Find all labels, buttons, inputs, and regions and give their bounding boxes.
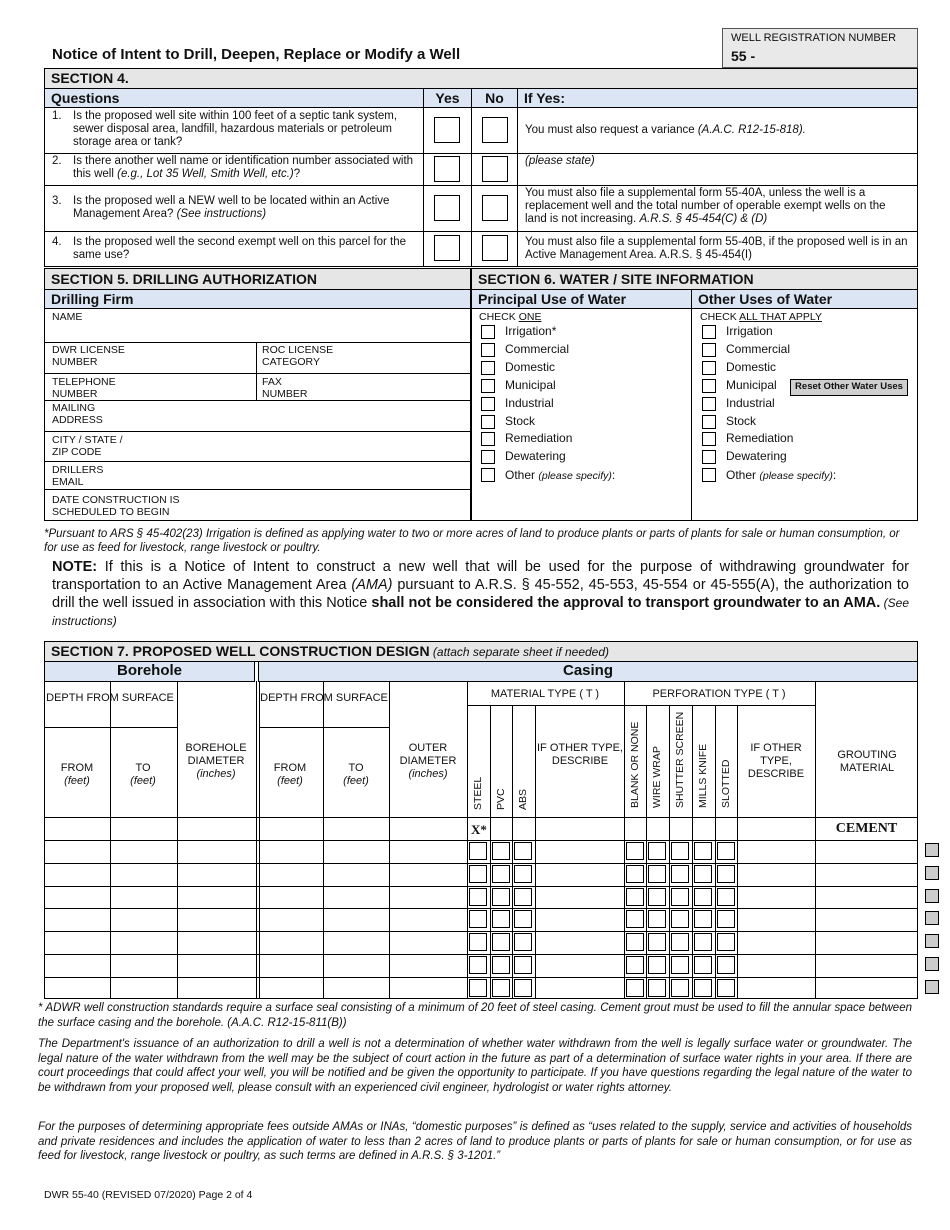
q3-text-see: (See instructions) [176, 208, 267, 220]
perforation-type-checkbox[interactable] [717, 979, 735, 997]
principal-use-label: Dewatering [505, 449, 566, 464]
adwr-footnote: * ADWR well construction standards require a surface seal consisting of a minimum of 20 feet of steel casing. Cement grout must be used to fill the annular space between the surface casing and the borehole. (A.A.C. R12-15-811(B)) [38, 1002, 912, 1029]
principal-use-checkbox[interactable] [481, 432, 495, 446]
row-reset-button[interactable] [925, 934, 939, 948]
row1-grouting-value: CEMENT [835, 821, 898, 836]
q3-no-checkbox[interactable] [482, 195, 508, 221]
q3-number: 3. [52, 195, 62, 207]
perforation-type-checkbox[interactable] [648, 910, 666, 928]
other-other-checkbox[interactable] [702, 468, 716, 482]
material-type-checkbox[interactable] [492, 888, 510, 906]
material-other-header: IF OTHER TYPE, DESCRIBE [537, 742, 623, 767]
other-use-label: Stock [726, 413, 757, 428]
perforation-header: SHUTTER SCREEN [674, 711, 686, 808]
perforation-type-checkbox[interactable] [671, 979, 689, 997]
material-type-checkbox[interactable] [492, 956, 510, 974]
perforation-type-checkbox[interactable] [694, 842, 712, 860]
principal-use-label: Commercial [505, 341, 570, 356]
material-abs-header: ABS [517, 788, 529, 810]
perforation-type-checkbox[interactable] [648, 979, 666, 997]
material-type-checkbox[interactable] [514, 933, 532, 951]
perforation-type-checkbox[interactable] [694, 933, 712, 951]
water-use-table [471, 308, 918, 521]
principal-other-colon: : [611, 468, 616, 482]
yes-label: Yes [435, 90, 460, 106]
perforation-type-checkbox[interactable] [717, 888, 735, 906]
row-reset-button[interactable] [925, 889, 939, 903]
ifyes-label: If Yes: [524, 90, 565, 106]
perforation-type-checkbox[interactable] [717, 933, 735, 951]
section5-title: SECTION 5. DRILLING AUTHORIZATION [51, 271, 317, 287]
material-type-checkbox[interactable] [514, 956, 532, 974]
casing-label: Casing [562, 662, 613, 679]
section7-title-note: (attach separate sheet if needed) [429, 645, 610, 659]
principal-other-specify: (please specify) [538, 470, 612, 482]
perforation-type-checkbox[interactable] [626, 956, 644, 974]
material-type-checkbox[interactable] [469, 888, 487, 906]
perforation-type-checkbox[interactable] [626, 979, 644, 997]
well-registration-number[interactable]: 55 - [731, 48, 756, 64]
other-other-text: Other [726, 468, 760, 482]
q2-text-end: ? [293, 168, 301, 180]
principal-use-label: Stock [505, 413, 536, 428]
questions-col-header [44, 88, 424, 108]
material-type-checkbox[interactable] [492, 865, 510, 883]
section7-title: SECTION 7. PROPOSED WELL CONSTRUCTION DESIGN [51, 643, 430, 659]
telephone-field[interactable]: TELEPHONE NUMBER [52, 376, 116, 400]
city-state-zip-field[interactable]: CITY / STATE / ZIP CODE [52, 434, 123, 458]
note-see: (See instructions) [52, 596, 909, 628]
q1-yes-checkbox[interactable] [434, 117, 460, 143]
material-type-checkbox[interactable] [514, 910, 532, 928]
perforation-type-checkbox[interactable] [717, 910, 735, 928]
material-type-checkbox[interactable] [469, 865, 487, 883]
yes-col-header [423, 88, 472, 108]
perforation-type-checkbox[interactable] [626, 888, 644, 906]
perforation-type-checkbox[interactable] [694, 979, 712, 997]
casing-from-unit: (feet) [277, 775, 303, 787]
row-reset-button[interactable] [925, 980, 939, 994]
principal-use-checkbox[interactable] [481, 415, 495, 429]
other-use-checkbox[interactable] [702, 432, 716, 446]
casing-from-header [258, 762, 322, 788]
principal-use-checkbox[interactable] [481, 379, 495, 393]
principal-use-label: Industrial [505, 395, 554, 410]
principal-use-checkbox[interactable] [481, 450, 495, 464]
casing-to-label: TO [348, 762, 364, 774]
perforation-type-checkbox[interactable] [648, 933, 666, 951]
perforation-type-checkbox[interactable] [626, 910, 644, 928]
perforation-header: BLANK OR NONE [629, 721, 641, 808]
other-use-checkbox[interactable] [702, 325, 716, 339]
perforation-header: WIRE WRAP [651, 746, 663, 808]
other-use-label: Dewatering [726, 449, 787, 464]
outer-diameter-label: OUTER DIAMETER [399, 742, 457, 767]
other-check-all [700, 311, 822, 323]
roc-license-field[interactable]: ROC LICENSE CATEGORY [262, 344, 334, 368]
material-type-checkbox[interactable] [469, 933, 487, 951]
perforation-type-checkbox[interactable] [717, 865, 735, 883]
borehole-from-label: FROM [60, 762, 94, 774]
no-col-header [471, 88, 518, 108]
form-title: Notice of Intent to Drill, Deepen, Replace or Modify a Well [52, 46, 461, 63]
note-paragraph [52, 558, 909, 630]
other-use-label: Industrial [726, 395, 775, 410]
principal-check-one-word: ONE [518, 311, 542, 323]
other-use-checkbox[interactable] [702, 361, 716, 375]
note-label: NOTE: [52, 559, 98, 575]
casing-from-label: FROM [273, 762, 307, 774]
q1-ifyes-ref: (A.A.C. R12-15-818). [697, 124, 806, 136]
note-text-1: If this is a Notice of Intent to construct a new well that will be used for the purpose of withdrawing groundwater for transportation to an Active Management Area [52, 559, 909, 593]
casing-depth-header: DEPTH FROM SURFACE [260, 692, 388, 704]
q4-yes-checkbox[interactable] [434, 235, 460, 261]
principal-use-label: Remediation [505, 431, 573, 446]
perforation-type-checkbox[interactable] [648, 865, 666, 883]
reset-other-water-uses-button[interactable]: Reset Other Water Uses [790, 379, 908, 396]
principal-use-checkbox[interactable] [481, 343, 495, 357]
q1-ifyes [525, 124, 910, 137]
borehole-from-header [46, 762, 108, 788]
other-check-text: CHECK [700, 311, 740, 323]
principal-other-checkbox[interactable] [481, 468, 495, 482]
row-reset-button[interactable] [925, 866, 939, 880]
q2-text [73, 155, 418, 181]
borehole-label: Borehole [116, 662, 182, 679]
q1-no-checkbox[interactable] [482, 117, 508, 143]
other-use-label: Municipal [726, 377, 777, 392]
perforation-type-header: PERFORATION TYPE ( T ) [652, 688, 786, 700]
principal-check-text: CHECK [479, 311, 519, 323]
q2-number: 2. [52, 155, 62, 167]
material-type-checkbox[interactable] [469, 956, 487, 974]
perforation-other-header: IF OTHER TYPE, DESCRIBE [747, 742, 805, 780]
q4-ifyes-text: You must also file a supplemental form 55-40B, if the proposed well is in an Active Management Area. A.R.S. § 45-454(I) [525, 236, 908, 261]
q3-text-main: Is the proposed well a NEW well to be located within an Active Management Area? [73, 195, 390, 220]
q2-text-example: (e.g., Lot 35 Well, Smith Well, etc.) [117, 168, 294, 180]
material-type-checkbox[interactable] [514, 979, 532, 997]
borehole-to-header [111, 762, 175, 788]
section7-header [44, 641, 918, 662]
other-check-all-words: ALL THAT APPLY [739, 311, 822, 323]
domestic-definition-paragraph: For the purposes of determining appropriate fees outside AMAs or INAs, “domestic purposes” is defined as “uses related to the supply, service and activities of households and private residences and includes the application of water to less than 2 acres of land to produce plants or parts of plants for sale or human consumption, or for use as feed for livestock, range livestock or poultry, as such terms are defined in A.R.S. § 3-1201.” [38, 1121, 912, 1162]
borehole-from-unit: (feet) [64, 775, 90, 787]
section4-title: SECTION 4. [51, 70, 129, 86]
other-other-label [726, 468, 836, 482]
section6-header [471, 268, 918, 290]
q1-text: Is the proposed well site within 100 feet of a septic tank system, sewer disposal area, landfill, hazardous materials or petroleum storage area or tank? [73, 110, 398, 148]
perforation-type-checkbox[interactable] [648, 956, 666, 974]
borehole-diameter-label: BOREHOLE DIAMETER [185, 742, 247, 767]
section6-title: SECTION 6. WATER / SITE INFORMATION [478, 271, 754, 287]
principal-use-label: Domestic [505, 359, 556, 374]
q3-ifyes-text: You must also file a supplemental form 55-40A, unless the well is a replacement well and the total number of operable exempt wells on the land is not increasing. [525, 187, 886, 225]
outer-diameter-unit: (inches) [408, 768, 448, 780]
q3-ifyes [525, 187, 910, 226]
other-use-label: Remediation [726, 431, 794, 446]
perforation-type-checkbox[interactable] [626, 933, 644, 951]
outer-diameter-header [390, 742, 466, 781]
ifyes-col-header [517, 88, 918, 108]
mailing-address-field[interactable]: MAILING ADDRESS [52, 402, 103, 426]
fax-field[interactable]: FAX NUMBER [262, 376, 308, 400]
drillers-email-field[interactable]: DRILLERS EMAIL [52, 464, 104, 488]
row-reset-button[interactable] [925, 957, 939, 971]
principal-check-one [479, 311, 541, 323]
well-registration-label: WELL REGISTRATION NUMBER [731, 32, 897, 44]
name-field[interactable]: NAME [52, 311, 83, 323]
section5-header [44, 268, 471, 290]
q2-ifyes-ref: (please state) [525, 155, 595, 167]
q3-ifyes-ref: A.R.S. § 45-454(C) & (D) [639, 213, 768, 225]
questions-label: Questions [51, 90, 120, 106]
other-uses-title: Other Uses of Water [698, 291, 833, 307]
other-other-colon: : [832, 468, 837, 482]
casing-to-unit: (feet) [343, 775, 369, 787]
other-use-checkbox[interactable] [702, 343, 716, 357]
other-use-label: Domestic [726, 359, 777, 374]
drilling-firm-header [44, 289, 471, 309]
other-use-checkbox[interactable] [702, 450, 716, 464]
principal-other-label [505, 468, 615, 482]
note-ama: (AMA) [351, 577, 393, 593]
perforation-type-checkbox[interactable] [717, 842, 735, 860]
principal-use-checkbox[interactable] [481, 397, 495, 411]
perforation-type-checkbox[interactable] [671, 888, 689, 906]
material-type-checkbox[interactable] [492, 910, 510, 928]
perforation-type-checkbox[interactable] [648, 888, 666, 906]
dwr-license-field[interactable]: DWR LICENSE NUMBER [52, 344, 125, 368]
perforation-type-checkbox[interactable] [717, 956, 735, 974]
other-use-checkbox[interactable] [702, 415, 716, 429]
q2-text-main: Is there another well name or identification number associated with this well [73, 155, 414, 180]
q4-no-checkbox[interactable] [482, 235, 508, 261]
material-type-checkbox[interactable] [514, 888, 532, 906]
casing-header [258, 661, 918, 682]
row-reset-button[interactable] [925, 911, 939, 925]
perforation-type-checkbox[interactable] [671, 842, 689, 860]
q3-text [73, 195, 418, 221]
borehole-to-label: TO [135, 762, 151, 774]
borehole-diameter-unit: (inches) [196, 768, 236, 780]
other-use-label: Irrigation [726, 324, 773, 338]
legal-paragraph: The Department's issuance of an authorization to drill a well is not a determination of whether water withdrawn from the well is legally surface water or groundwater. The legal nature of the water withdrawn from the well may be the subject of court action in the future as part of a determination of surface water rights in your area. If there are court proceedings that could affect your well, you will be notified and be given the opportunity to participate. If you have questions regarding the legal nature of the water to be withdrawn from your proposed well, please consult with an experienced civil engineer, hydrologist or water rights attorney. [38, 1038, 912, 1094]
principal-use-checkbox[interactable] [481, 325, 495, 339]
casing-to-header [323, 762, 389, 788]
perforation-type-checkbox[interactable] [671, 933, 689, 951]
principal-use-checkbox[interactable] [481, 361, 495, 375]
construction-date-field[interactable]: DATE CONSTRUCTION IS SCHEDULED TO BEGIN [52, 494, 180, 518]
borehole-depth-header: DEPTH FROM SURFACE [46, 692, 174, 704]
q1-number: 1. [52, 110, 62, 122]
borehole-header [44, 661, 255, 682]
perforation-type-checkbox[interactable] [694, 956, 712, 974]
well-registration-box [722, 28, 918, 68]
other-use-checkbox[interactable] [702, 379, 716, 393]
drilling-firm-title: Drilling Firm [51, 291, 134, 307]
q1-ifyes-text: You must also request a variance [525, 124, 698, 136]
note-bold: shall not be considered the approval to transport groundwater to an AMA. [371, 595, 881, 611]
other-use-label: Commercial [726, 341, 791, 356]
material-type-checkbox[interactable] [492, 933, 510, 951]
principal-use-header [471, 289, 692, 309]
other-other-specify: (please specify) [759, 470, 833, 482]
form-footer: DWR 55-40 (REVISED 07/2020) Page 2 of 4 [44, 1189, 253, 1201]
irrigation-footnote: *Pursuant to ARS § 45-402(23) Irrigation is defined as applying water to two or more acres of land to produce plants or parts of plants for sale or human consumption, or for use as feed for livestock, range livestock or poultry. [44, 528, 900, 554]
perforation-header: SLOTTED [720, 759, 732, 808]
principal-use-title: Principal Use of Water [478, 291, 627, 307]
perforation-type-checkbox[interactable] [671, 910, 689, 928]
material-steel-header: STEEL [472, 776, 484, 810]
perforation-header: MILLS KNIFE [697, 743, 709, 808]
material-type-checkbox[interactable] [514, 842, 532, 860]
perforation-type-checkbox[interactable] [694, 888, 712, 906]
q2-no-checkbox[interactable] [482, 156, 508, 182]
perforation-type-checkbox[interactable] [626, 865, 644, 883]
material-type-checkbox[interactable] [492, 842, 510, 860]
material-type-checkbox[interactable] [469, 979, 487, 997]
perforation-type-checkbox[interactable] [671, 956, 689, 974]
perforation-type-checkbox[interactable] [626, 842, 644, 860]
borehole-diameter-header [178, 742, 254, 781]
grouting-header: GROUTING MATERIAL [837, 749, 897, 774]
row-reset-button[interactable] [925, 843, 939, 857]
material-type-checkbox[interactable] [469, 842, 487, 860]
borehole-to-unit: (feet) [130, 775, 156, 787]
perforation-type-checkbox[interactable] [694, 910, 712, 928]
principal-other-text: Other [505, 468, 539, 482]
material-type-checkbox[interactable] [469, 910, 487, 928]
section4-header [44, 68, 918, 89]
other-uses-header [691, 289, 918, 309]
principal-use-label: Municipal [505, 377, 556, 392]
q3-yes-checkbox[interactable] [434, 195, 460, 221]
no-label: No [485, 90, 504, 106]
row1-steel-mark: X* [471, 822, 487, 837]
material-pvc-header: PVC [495, 788, 507, 810]
material-type-header: MATERIAL TYPE ( T ) [490, 688, 600, 700]
material-type-checkbox[interactable] [492, 979, 510, 997]
perforation-type-checkbox[interactable] [671, 865, 689, 883]
note-text-2: pursuant to A.R.S. § 45-552, 45-553, 45-554 or 45-555(A), the authorization to drill the well issued in association with this Notice [52, 577, 909, 611]
principal-use-label: Irrigation* [505, 324, 557, 338]
perforation-type-checkbox[interactable] [694, 865, 712, 883]
perforation-type-checkbox[interactable] [648, 842, 666, 860]
q4-number: 4. [52, 236, 62, 248]
q2-yes-checkbox[interactable] [434, 156, 460, 182]
q4-text: Is the proposed well the second exempt well on this parcel for the same use? [73, 236, 407, 261]
other-use-checkbox[interactable] [702, 397, 716, 411]
material-type-checkbox[interactable] [514, 865, 532, 883]
